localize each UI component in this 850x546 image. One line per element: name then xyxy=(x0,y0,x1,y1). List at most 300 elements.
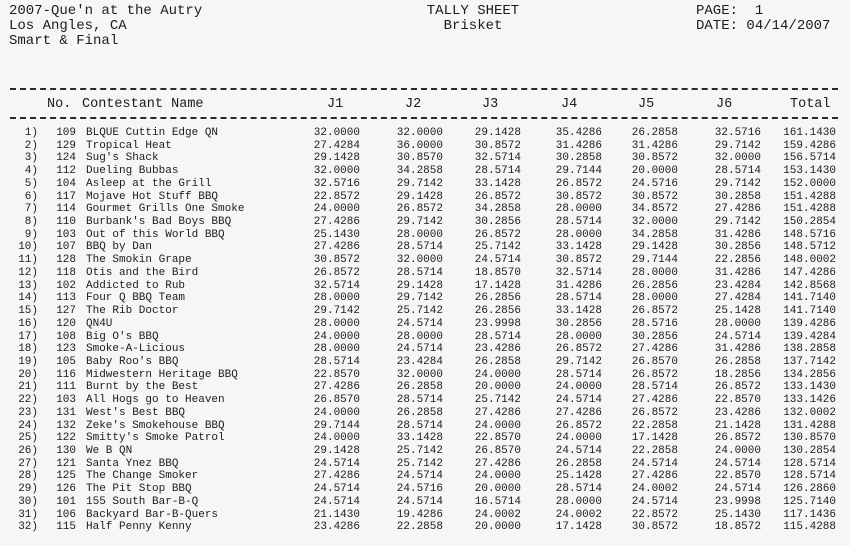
contestant-name-cell: Zeke's Smokehouse BBQ xyxy=(86,419,225,432)
j2-score-cell: 24.5714 xyxy=(396,470,443,483)
entry-number-cell: 112 xyxy=(56,165,76,178)
rank-cell: 10) xyxy=(18,241,38,254)
contestant-name-cell: The Pit Stop BBQ xyxy=(86,483,192,496)
j2-score-cell: 30.8570 xyxy=(396,152,443,165)
total-score-cell: 117.1436 xyxy=(783,508,836,521)
j6-score-cell: 22.2856 xyxy=(714,254,761,267)
table-row xyxy=(0,432,850,445)
j6-score-cell: 32.0000 xyxy=(714,152,761,165)
j5-score-cell: 22.2858 xyxy=(631,419,678,432)
table-row xyxy=(0,420,850,433)
j5-score-cell: 24.0002 xyxy=(631,483,678,496)
j3-score-cell: 16.5714 xyxy=(474,495,521,508)
total-score-cell: 148.5712 xyxy=(783,241,836,254)
j2-score-cell: 29.1428 xyxy=(396,190,443,203)
j4-score-cell: 28.5714 xyxy=(555,216,602,229)
rank-cell: 1) xyxy=(24,127,38,139)
j4-score-cell: 28.0000 xyxy=(555,495,602,508)
j3-score-cell: 20.0000 xyxy=(474,521,521,534)
j2-score-cell: 28.5714 xyxy=(396,241,443,254)
total-score-cell: 130.8570 xyxy=(783,432,836,445)
column-header-j4: J4 xyxy=(561,97,578,112)
table-row xyxy=(0,280,850,293)
table-row xyxy=(0,521,850,534)
j6-score-cell: 28.5714 xyxy=(714,165,761,178)
entry-number-cell: 111 xyxy=(56,381,76,394)
j4-score-cell: 26.8572 xyxy=(555,419,602,432)
j3-score-cell: 28.5714 xyxy=(474,165,521,178)
j3-score-cell: 32.5714 xyxy=(474,152,521,165)
j1-score-cell: 30.8572 xyxy=(313,254,360,267)
j5-score-cell: 28.0000 xyxy=(631,266,678,279)
rank-cell: 18) xyxy=(18,343,38,356)
total-score-cell: 156.5714 xyxy=(783,152,836,165)
total-score-cell: 151.4288 xyxy=(783,190,836,203)
j5-score-cell: 26.8572 xyxy=(631,368,678,381)
j2-score-cell: 25.7142 xyxy=(396,305,443,318)
j5-score-cell: 29.7144 xyxy=(631,254,678,267)
rank-cell: 30) xyxy=(18,495,38,508)
j2-score-cell: 34.2858 xyxy=(396,165,443,178)
j6-score-cell: 24.0000 xyxy=(714,445,761,457)
contestant-name-cell: The Rib Doctor xyxy=(86,305,179,318)
j1-score-cell: 29.1428 xyxy=(313,152,360,165)
total-score-cell: 115.4288 xyxy=(783,521,836,534)
j6-score-cell: 21.1428 xyxy=(714,419,761,432)
j6-score-cell: 23.4286 xyxy=(714,406,761,419)
j2-score-cell: 26.2858 xyxy=(396,381,443,394)
j1-score-cell: 29.7142 xyxy=(313,305,360,318)
table-row xyxy=(0,254,850,267)
j6-score-cell: 27.4286 xyxy=(714,203,761,216)
j6-score-cell: 23.9998 xyxy=(714,495,761,508)
j3-score-cell: 20.0000 xyxy=(474,381,521,394)
table-row xyxy=(0,356,850,369)
j6-score-cell: 22.8570 xyxy=(714,470,761,483)
j3-score-cell: 25.7142 xyxy=(474,241,521,254)
rank-cell: 15) xyxy=(18,305,38,318)
entry-number-cell: 129 xyxy=(56,139,76,152)
j1-score-cell: 29.1428 xyxy=(313,445,360,457)
j6-score-cell: 29.7142 xyxy=(714,177,761,190)
column-header-j1: J1 xyxy=(327,97,344,112)
j4-score-cell: 24.0002 xyxy=(555,508,602,521)
page-number: 1 xyxy=(754,3,764,19)
entry-number-cell: 103 xyxy=(56,228,76,241)
contestant-name-cell: All Hogs go to Heaven xyxy=(86,394,225,407)
j4-score-cell: 28.0000 xyxy=(555,203,602,216)
j3-score-cell: 18.8570 xyxy=(474,266,521,279)
contestant-name-cell: Dueling Bubbas xyxy=(86,165,179,178)
divider-header xyxy=(10,117,838,119)
j2-score-cell: 36.0000 xyxy=(396,139,443,152)
contestant-name-cell: Midwestern Heritage BBQ xyxy=(86,368,238,381)
j1-score-cell: 25.1430 xyxy=(313,228,360,241)
j6-score-cell: 24.5714 xyxy=(714,457,761,470)
contestant-name-cell: Half Penny Kenny xyxy=(86,521,192,534)
table-row xyxy=(0,305,850,318)
page-label: PAGE: xyxy=(696,3,739,19)
table-row xyxy=(0,152,850,165)
j4-score-cell: 17.1428 xyxy=(555,521,602,534)
j6-score-cell: 31.4286 xyxy=(714,343,761,356)
contestant-name-cell: 155 South Bar-B-Q xyxy=(86,495,199,508)
total-score-cell: 150.2854 xyxy=(783,216,836,229)
j1-score-cell: 28.0000 xyxy=(313,317,360,330)
total-score-cell: 128.5714 xyxy=(783,457,836,470)
j4-score-cell: 26.2858 xyxy=(555,457,602,470)
entry-number-cell: 130 xyxy=(56,445,76,457)
j5-score-cell: 22.8572 xyxy=(631,508,678,521)
total-score-cell: 148.0002 xyxy=(783,254,836,267)
j5-score-cell: 28.5716 xyxy=(631,317,678,330)
table-row xyxy=(0,483,850,496)
j2-score-cell: 32.0000 xyxy=(396,254,443,267)
j2-score-cell: 26.2858 xyxy=(396,406,443,419)
table-row xyxy=(0,292,850,305)
j3-score-cell: 17.1428 xyxy=(474,279,521,292)
entry-number-cell: 132 xyxy=(56,419,76,432)
j4-score-cell: 28.5714 xyxy=(555,368,602,381)
contestant-name-cell: We B QN xyxy=(86,445,133,457)
entry-number-cell: 126 xyxy=(56,483,76,496)
rank-cell: 17) xyxy=(18,330,38,343)
entry-number-cell: 118 xyxy=(56,266,76,279)
rank-cell: 19) xyxy=(18,355,38,368)
j6-score-cell: 30.2856 xyxy=(714,241,761,254)
j6-score-cell: 22.8570 xyxy=(714,394,761,407)
entry-number-cell: 120 xyxy=(56,317,76,330)
table-row xyxy=(0,445,850,458)
rank-cell: 24) xyxy=(18,419,38,432)
total-score-cell: 133.1426 xyxy=(783,394,836,407)
rank-cell: 27) xyxy=(18,457,38,470)
contestant-name-cell: Smitty's Smoke Patrol xyxy=(86,432,225,445)
j5-score-cell: 22.2858 xyxy=(631,445,678,457)
entry-number-cell: 128 xyxy=(56,254,76,267)
rank-cell: 16) xyxy=(18,317,38,330)
rank-cell: 13) xyxy=(18,279,38,292)
j2-score-cell: 24.5716 xyxy=(396,483,443,496)
table-row xyxy=(0,318,850,331)
j4-score-cell: 27.4286 xyxy=(555,406,602,419)
table-row xyxy=(0,458,850,471)
j3-score-cell: 26.8572 xyxy=(474,228,521,241)
total-score-cell: 126.2860 xyxy=(783,483,836,496)
entry-number-cell: 103 xyxy=(56,394,76,407)
j5-score-cell: 30.2856 xyxy=(631,330,678,343)
contestant-name-cell: Otis and the Bird xyxy=(86,266,199,279)
j6-score-cell: 26.2858 xyxy=(714,355,761,368)
j2-score-cell: 25.7142 xyxy=(396,445,443,457)
j1-score-cell: 27.4286 xyxy=(313,216,360,229)
rank-cell: 9) xyxy=(24,228,38,241)
table-row xyxy=(0,394,850,407)
rank-cell: 5) xyxy=(24,177,38,190)
total-score-cell: 161.1430 xyxy=(783,127,836,139)
j4-score-cell: 26.8572 xyxy=(555,343,602,356)
j5-score-cell: 30.8572 xyxy=(631,152,678,165)
j5-score-cell: 24.5714 xyxy=(631,495,678,508)
j1-score-cell: 26.8570 xyxy=(313,394,360,407)
j3-score-cell: 27.4286 xyxy=(474,457,521,470)
j3-score-cell: 28.5714 xyxy=(474,330,521,343)
j4-score-cell: 33.1428 xyxy=(555,305,602,318)
j3-score-cell: 30.8572 xyxy=(474,139,521,152)
total-score-cell: 139.4286 xyxy=(783,317,836,330)
j4-score-cell: 31.4286 xyxy=(555,139,602,152)
j3-score-cell: 29.1428 xyxy=(474,127,521,139)
table-row xyxy=(0,267,850,280)
j1-score-cell: 32.5714 xyxy=(313,279,360,292)
rank-cell: 7) xyxy=(24,203,38,216)
j1-score-cell: 24.5714 xyxy=(313,457,360,470)
entry-number-cell: 127 xyxy=(56,305,76,318)
total-score-cell: 128.5714 xyxy=(783,470,836,483)
j2-score-cell: 28.5714 xyxy=(396,394,443,407)
rank-cell: 11) xyxy=(18,254,38,267)
entry-number-cell: 131 xyxy=(56,406,76,419)
rank-cell: 29) xyxy=(18,483,38,496)
total-score-cell: 148.5716 xyxy=(783,228,836,241)
j3-score-cell: 23.4286 xyxy=(474,343,521,356)
contestant-name-cell: Baby Roo's BBQ xyxy=(86,355,179,368)
j4-score-cell: 30.8572 xyxy=(555,190,602,203)
total-score-cell: 151.4288 xyxy=(783,203,836,216)
j2-score-cell: 28.5714 xyxy=(396,419,443,432)
j6-score-cell: 24.5714 xyxy=(714,330,761,343)
j5-score-cell: 30.8572 xyxy=(631,521,678,534)
total-score-cell: 141.7140 xyxy=(783,305,836,318)
j4-score-cell: 25.1428 xyxy=(555,470,602,483)
j4-score-cell: 26.8572 xyxy=(555,177,602,190)
contestant-name-cell: Tropical Heat xyxy=(86,139,172,152)
j5-score-cell: 28.0000 xyxy=(631,292,678,305)
column-header-no: No. xyxy=(47,97,72,112)
rank-cell: 32) xyxy=(18,521,38,534)
j2-score-cell: 28.0000 xyxy=(396,330,443,343)
j2-score-cell: 25.7142 xyxy=(396,457,443,470)
contestant-name-cell: Backyard Bar-B-Quers xyxy=(86,508,219,521)
j2-score-cell: 19.4286 xyxy=(396,508,443,521)
contestant-name-cell: Gourmet Grills One Smoke xyxy=(86,203,245,216)
j6-score-cell: 28.0000 xyxy=(714,317,761,330)
j1-score-cell: 32.5716 xyxy=(313,177,360,190)
sheet-title: TALLY SHEET xyxy=(426,3,520,19)
j6-score-cell: 26.8572 xyxy=(714,432,761,445)
j2-score-cell: 26.8572 xyxy=(396,203,443,216)
rank-cell: 23) xyxy=(18,406,38,419)
column-header-name: Contestant Name xyxy=(82,97,204,112)
entry-number-cell: 117 xyxy=(56,190,76,203)
j1-score-cell: 24.0000 xyxy=(313,330,360,343)
j5-score-cell: 34.8572 xyxy=(631,203,678,216)
j3-score-cell: 25.7142 xyxy=(474,394,521,407)
rank-cell: 22) xyxy=(18,394,38,407)
total-score-cell: 130.2854 xyxy=(783,445,836,457)
entry-number-cell: 107 xyxy=(56,241,76,254)
j6-score-cell: 18.2856 xyxy=(714,368,761,381)
entry-number-cell: 104 xyxy=(56,177,76,190)
entry-number-cell: 108 xyxy=(56,330,76,343)
j1-score-cell: 29.7144 xyxy=(313,419,360,432)
contestant-name-cell: Burbank's Bad Boys BBQ xyxy=(86,216,232,229)
j5-score-cell: 17.1428 xyxy=(631,432,678,445)
contestant-name-cell: The Change Smoker xyxy=(86,470,199,483)
table-row xyxy=(0,216,850,229)
column-header-j5: J5 xyxy=(638,97,655,112)
j1-score-cell: 24.0000 xyxy=(313,432,360,445)
table-row xyxy=(0,509,850,522)
total-score-cell: 138.2858 xyxy=(783,343,836,356)
j3-score-cell: 30.2856 xyxy=(474,216,521,229)
j1-score-cell: 22.8572 xyxy=(313,190,360,203)
j3-score-cell: 26.8572 xyxy=(474,190,521,203)
total-score-cell: 125.7140 xyxy=(783,495,836,508)
entry-number-cell: 115 xyxy=(56,521,76,534)
j2-score-cell: 29.7142 xyxy=(396,216,443,229)
total-score-cell: 139.4284 xyxy=(783,330,836,343)
entry-number-cell: 121 xyxy=(56,457,76,470)
contestant-name-cell: Smoke-A-Licious xyxy=(86,343,186,356)
date-value: 04/14/2007 xyxy=(746,18,831,34)
j4-score-cell: 24.5714 xyxy=(555,445,602,457)
j2-score-cell: 32.0000 xyxy=(396,127,443,139)
rank-cell: 2) xyxy=(24,139,38,152)
sponsor-line: Smart & Final xyxy=(9,33,119,49)
table-row xyxy=(0,496,850,509)
j3-score-cell: 24.5714 xyxy=(474,254,521,267)
j2-score-cell: 23.4284 xyxy=(396,355,443,368)
j5-score-cell: 34.2858 xyxy=(631,228,678,241)
j2-score-cell: 28.0000 xyxy=(396,228,443,241)
rank-cell: 31) xyxy=(18,508,38,521)
j3-score-cell: 24.0000 xyxy=(474,368,521,381)
j6-score-cell: 31.4286 xyxy=(714,266,761,279)
j5-score-cell: 31.4286 xyxy=(631,139,678,152)
j4-score-cell: 24.5714 xyxy=(555,394,602,407)
j3-score-cell: 26.2856 xyxy=(474,292,521,305)
j3-score-cell: 26.2858 xyxy=(474,355,521,368)
j5-score-cell: 27.4286 xyxy=(631,343,678,356)
column-header-total: Total xyxy=(790,97,831,112)
j5-score-cell: 27.4286 xyxy=(631,470,678,483)
contestant-name-cell: Santa Ynez BBQ xyxy=(86,457,179,470)
j2-score-cell: 24.5714 xyxy=(396,317,443,330)
j6-score-cell: 32.5716 xyxy=(714,127,761,139)
j5-score-cell: 28.5714 xyxy=(631,381,678,394)
sheet-heading xyxy=(408,4,538,34)
j3-score-cell: 26.2856 xyxy=(474,305,521,318)
j1-score-cell: 24.0000 xyxy=(313,203,360,216)
event-line: 2007-Que'n at the Autry xyxy=(9,3,203,19)
page-meta xyxy=(696,4,830,34)
entry-number-cell: 102 xyxy=(56,279,76,292)
j1-score-cell: 28.0000 xyxy=(313,292,360,305)
j1-score-cell: 24.5714 xyxy=(313,483,360,496)
contestant-name-cell: Addicted to Rub xyxy=(86,279,186,292)
j6-score-cell: 30.2858 xyxy=(714,190,761,203)
date-label: DATE: xyxy=(696,18,739,34)
j1-score-cell: 22.8570 xyxy=(313,368,360,381)
total-score-cell: 147.4286 xyxy=(783,266,836,279)
j4-score-cell: 30.2856 xyxy=(555,317,602,330)
entry-number-cell: 114 xyxy=(56,203,76,216)
table-row xyxy=(0,203,850,216)
contestant-name-cell: The Smokin Grape xyxy=(86,254,192,267)
j3-score-cell: 20.0000 xyxy=(474,483,521,496)
column-header-j2: J2 xyxy=(405,97,422,112)
j5-score-cell: 32.0000 xyxy=(631,216,678,229)
entry-number-cell: 110 xyxy=(56,216,76,229)
j4-score-cell: 30.2858 xyxy=(555,152,602,165)
rank-cell: 8) xyxy=(24,216,38,229)
j5-score-cell: 20.0000 xyxy=(631,165,678,178)
j6-score-cell: 24.5714 xyxy=(714,483,761,496)
j1-score-cell: 32.0000 xyxy=(313,127,360,139)
entry-number-cell: 124 xyxy=(56,152,76,165)
table-row xyxy=(0,343,850,356)
j2-score-cell: 33.1428 xyxy=(396,432,443,445)
table-row xyxy=(0,127,850,140)
category-label: Brisket xyxy=(443,18,503,34)
entry-number-cell: 122 xyxy=(56,432,76,445)
column-header-j6: J6 xyxy=(716,97,733,112)
j5-score-cell: 26.8572 xyxy=(631,406,678,419)
rank-cell: 6) xyxy=(24,190,38,203)
j3-score-cell: 33.1428 xyxy=(474,177,521,190)
total-score-cell: 159.4286 xyxy=(783,139,836,152)
total-score-cell: 133.1430 xyxy=(783,381,836,394)
j1-score-cell: 28.0000 xyxy=(313,343,360,356)
j5-score-cell: 26.8570 xyxy=(631,355,678,368)
total-score-cell: 134.2856 xyxy=(783,368,836,381)
total-score-cell: 132.0002 xyxy=(783,406,836,419)
entry-number-cell: 105 xyxy=(56,355,76,368)
j3-score-cell: 24.0000 xyxy=(474,419,521,432)
j5-score-cell: 30.8572 xyxy=(631,190,678,203)
j6-score-cell: 26.8572 xyxy=(714,381,761,394)
j2-score-cell: 29.7142 xyxy=(396,177,443,190)
contestant-name-cell: Big O's BBQ xyxy=(86,330,159,343)
j5-score-cell: 24.5714 xyxy=(631,457,678,470)
j2-score-cell: 24.5714 xyxy=(396,495,443,508)
j5-score-cell: 24.5716 xyxy=(631,177,678,190)
table-row xyxy=(0,191,850,204)
entry-number-cell: 125 xyxy=(56,470,76,483)
contestant-name-cell: BLQUE Cuttin Edge QN xyxy=(86,127,219,139)
contestant-name-cell: Asleep at the Grill xyxy=(86,177,212,190)
contestant-name-cell: Mojave Hot Stuff BBQ xyxy=(86,190,219,203)
total-score-cell: 131.4288 xyxy=(783,419,836,432)
j6-score-cell: 29.7142 xyxy=(714,139,761,152)
entry-number-cell: 116 xyxy=(56,368,76,381)
j1-score-cell: 27.4284 xyxy=(313,139,360,152)
contestant-name-cell: Burnt by the Best xyxy=(86,381,199,394)
j4-score-cell: 28.5714 xyxy=(555,292,602,305)
j2-score-cell: 29.7142 xyxy=(396,292,443,305)
total-score-cell: 141.7140 xyxy=(783,292,836,305)
entry-number-cell: 113 xyxy=(56,292,76,305)
j5-score-cell: 26.2858 xyxy=(631,127,678,139)
j6-score-cell: 25.1430 xyxy=(714,508,761,521)
rank-cell: 14) xyxy=(18,292,38,305)
rank-cell: 4) xyxy=(24,165,38,178)
entry-number-cell: 106 xyxy=(56,508,76,521)
j4-score-cell: 24.0000 xyxy=(555,381,602,394)
j1-score-cell: 28.5714 xyxy=(313,355,360,368)
j4-score-cell: 33.1428 xyxy=(555,241,602,254)
